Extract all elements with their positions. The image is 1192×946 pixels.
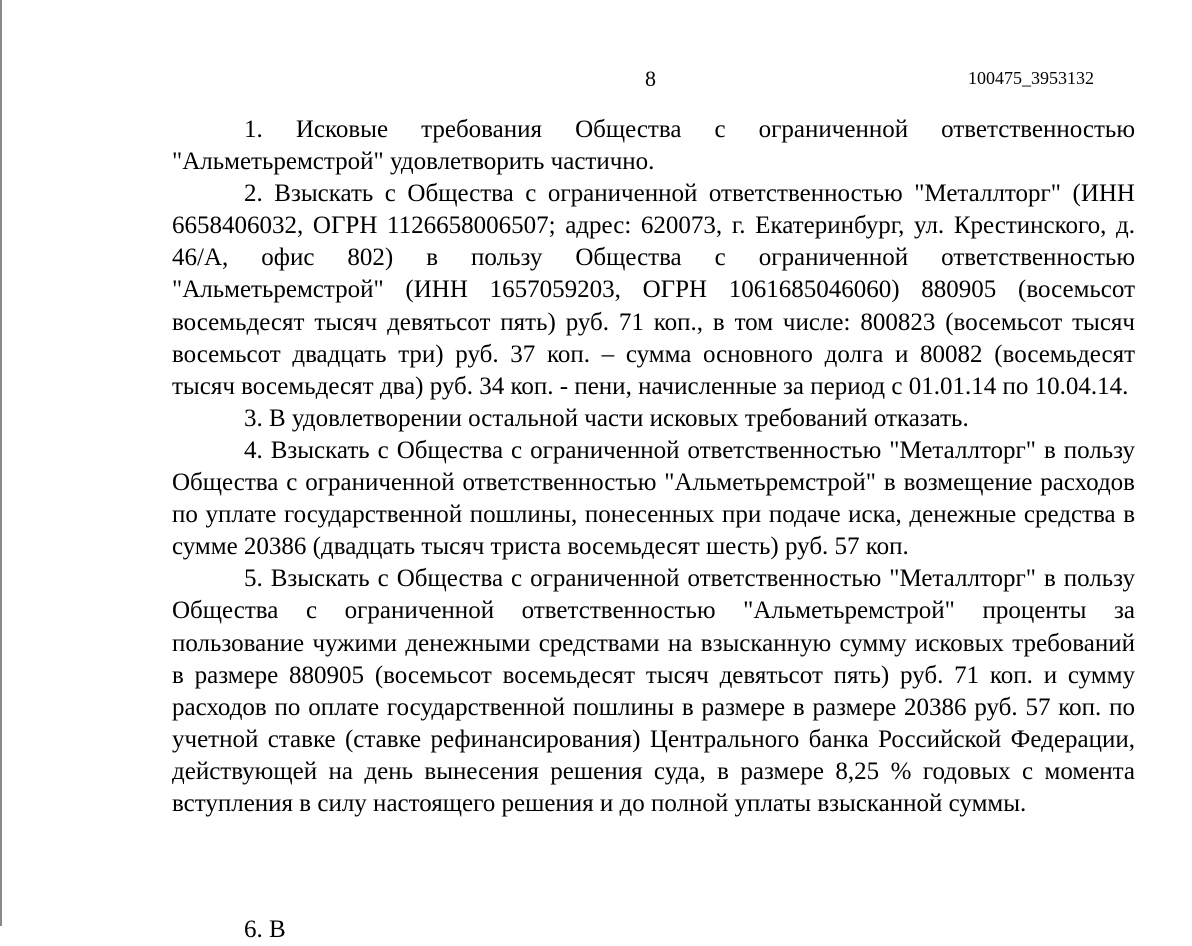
paragraph-4: 4. Взыскать с Общества с ограниченной ответственностью "Металлторг" в пользу Общества с ограниченной ответственностью "Альметьремстрой" в возмещение расходов по уплате государственной пошлины, понесенных при подаче иска, денежные средства в сумме 20386 (двадцать тысяч триста восемьдесят шесть) руб. 57 коп. xyxy=(172,436,1135,561)
page-left-border xyxy=(0,0,2,926)
cut-off-paragraph-6: 6. В xyxy=(244,916,286,943)
document-id: 100475_3953132 xyxy=(968,68,1094,88)
paragraph-2: 2. Взыскать с Общества с ограниченной ответственностью "Металлторг" (ИНН 6658406032, ОГРН 1126658006507; адрес: 620073, г. Екатеринбург, ул. Крестинского, д. 46/А, офис 802) в пользу Общества с ограниченной ответственностью "Альметьремстрой" (ИНН 1657059203, ОГРН 1061685046060) 880905 (восемьсот восемьдесят тысяч девятьсот пять) руб. 71 коп., в том числе: 800823 (восемьсот тысяч восемьсот двадцать три) руб. 37 коп. – сумма основного долга и 80082 (восемьдесят тысяч восемьдесят два) руб. 34 коп. - пени, начисленные за период с 01.01.14 по 10.04.14. xyxy=(172,180,1135,400)
paragraph-1: 1. Исковые требования Общества с ограниченной ответственностью "Альметьремстрой" удовлетворить частично. xyxy=(172,116,1135,176)
paragraph-5: 5. Взыскать с Общества с ограниченной ответственностью "Металлторг" в пользу Общества с ограниченной ответственностью "Альметьремстрой" проценты за пользование чужими денежными средствами на взысканную сумму исковых требований в размере 880905 (восемьсот восемьдесят тысяч девятьсот пять) руб. 71 коп. и сумму расходов по оплате государственной пошлины в размере в размере 20386 руб. 57 коп. по учетной ставке (ставке рефинансирования) Центрального банка Российской Федерации, действующей на день вынесения решения суда, в размере 8,25 % годовых с момента вступления в силу настоящего решения и до полной уплаты взысканной суммы. xyxy=(172,565,1135,817)
page-number: 8 xyxy=(645,66,656,91)
document-body xyxy=(172,114,1135,820)
paragraph-3: 3. В удовлетворении остальной части исковых требований отказать. xyxy=(244,404,969,432)
